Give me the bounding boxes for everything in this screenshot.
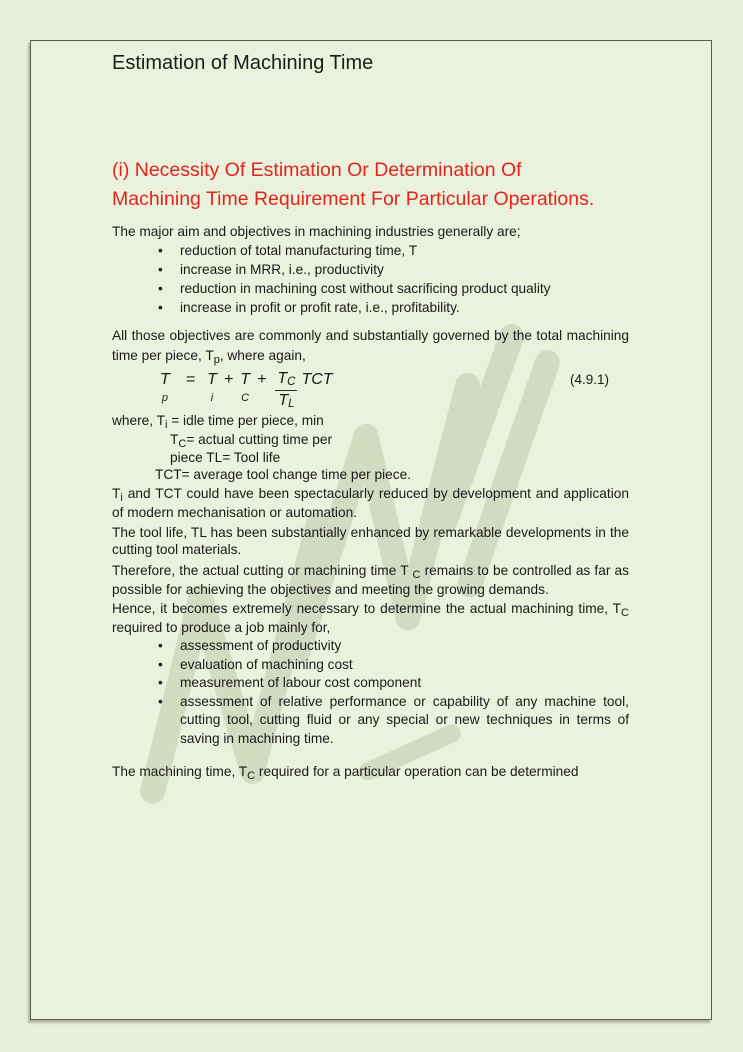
bullet-icon: • [158,675,163,691]
list-item [112,241,629,260]
fraction-tc-over-tl: $\frac{TC}{TL}$ [277,370,296,410]
objectives-list [112,241,629,317]
equation-number: (4.9.1) [569,372,609,387]
list-item-text: increase in MRR, i.e., productivity [180,262,384,277]
list-item [112,637,629,656]
where-line-cutting-time: $T_C=$ actual cutting time per [170,432,333,450]
page-title: Estimation of Machining Time [112,52,374,74]
page-content [31,41,711,783]
list-item [112,298,629,317]
bullet-icon: • [158,243,163,258]
list-item [112,656,629,675]
document-page [30,40,712,1020]
list-item [112,279,629,298]
list-item-text: reduction in machining cost without sacrificing product quality [180,281,551,296]
section-heading-line1: (i) Necessity Of Estimation Or Determination Of [112,159,522,181]
purposes-list [112,637,629,748]
paragraph-total-time: All those objectives are commonly and substantially governed by the total machining time per piece, $T_p$, where again, [112,328,629,366]
bullet-icon: • [158,281,163,296]
list-item-text: assessment of relative performance or capability of any machine tool, cutting tool, cutting fluid or any special or new techniques in terms of saving in machining time. [180,693,629,746]
where-line-tct: TCT= average tool change time per piece. [155,467,412,482]
list-item [112,693,629,749]
section-heading-line2: Machining Time Requirement For Particular Operations. [112,188,595,210]
paragraph-tool-life: The tool life, TL has been substantially enhanced by remarkable developments in the cutting tool materials. [112,524,629,557]
intro-paragraph: The major aim and objectives in machining industries generally are; [112,224,521,239]
equation-term-ti: T i [207,371,217,404]
list-item-text: increase in profit or profit rate, i.e., profitability. [180,300,460,315]
paragraph-hence: Hence, it becomes extremely necessary to determine the actual machining time, $T_C$ required to produce a job mainly for, [112,600,629,636]
list-item-text: reduction of total manufacturing time, T [180,243,418,258]
equation-4-9-1 [112,370,629,411]
list-item [112,674,629,693]
paragraph-therefore: Therefore, the actual cutting or machining time T $_C$ remains to be controlled as far as possible for achieving the objectives and meeting the growing demands. [112,563,629,598]
plus-sign: + [257,371,267,388]
bullet-icon: • [158,262,163,277]
list-item-text: evaluation of machining cost [180,656,353,672]
plus-sign: + [223,371,234,388]
closing-paragraph: The machining time, $T_C$ required for a particular operation can be determined [112,764,579,783]
paragraph-ti-tct: $T_i$ and TCT could have been spectacularly reduced by development and application of modern mechanisation or automation. [112,486,629,521]
equals-sign: = [185,371,196,388]
where-line-tool-life: piece TL= Tool life [170,449,281,465]
list-item [112,260,629,279]
equation-term-tct: TCT [301,371,333,388]
equation-term-tc: T C [240,371,251,404]
list-item-text: assessment of productivity [180,638,342,654]
bullet-icon: • [158,300,163,315]
equation-term-tp: T p [160,371,170,404]
list-item-text: measurement of labour cost component [180,675,422,691]
bullet-icon: • [158,638,163,654]
bullet-icon: • [158,656,163,672]
section-heading [112,156,629,214]
where-line-idle-time: where, $T_i$ = idle time per piece, min [112,413,324,431]
bullet-icon: • [158,693,163,709]
